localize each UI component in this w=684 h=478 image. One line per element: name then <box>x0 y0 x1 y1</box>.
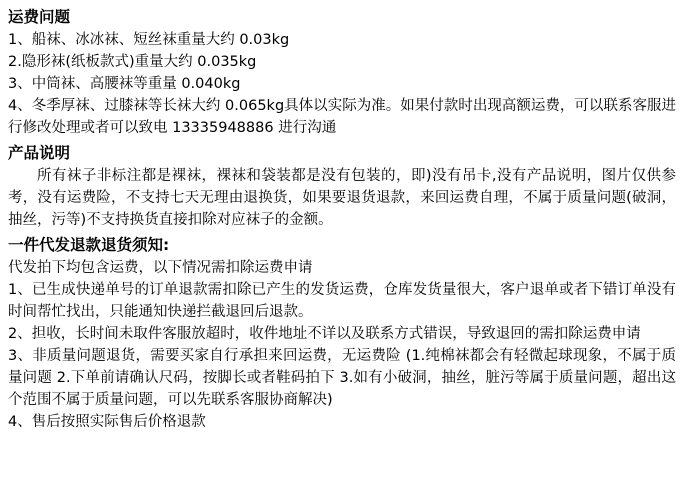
section-dropship-refund <box>8 234 676 433</box>
section-heading-product: 产品说明 <box>8 144 71 163</box>
section-heading-shipping: 运费问题 <box>8 8 71 26</box>
dropship-intro: 代发拍下均包含运费，以下情况需扣除运费申请 <box>8 260 313 277</box>
section-product-description <box>8 142 676 231</box>
dropship-item-4: 4、售后按照实际售后价格退款 <box>8 414 206 431</box>
shipping-item-2: 2.隐形袜(纸板款式)重量大约 0.035kg <box>8 54 257 71</box>
dropship-item-3: 3、非质量问题退货，需要买家自行承担来回运费，无运费险 (1.纯棉袜都会有轻微起球现象，不属于质量问题 2.下单前请确认尺码，按脚长或者鞋码拍下 3.如有小破洞，抽丝，脏污等属于质量问题，超出这个范围不属于质量问题，可以先联系客服协商解决) <box>8 348 676 409</box>
shipping-item-4: 4、冬季厚袜、过膝袜等长袜大约 0.065kg具体以实际为准。如果付款时出现高额运费，可以联系客服进行修改处理或者可以致电 13335948886 进行沟通 <box>8 98 676 137</box>
section-heading-dropship: 一件代发退款退货须知: <box>8 236 170 255</box>
shipping-item-3: 3、中筒袜、高腰袜等重量 0.040kg <box>8 76 241 93</box>
section-shipping <box>8 6 676 139</box>
dropship-item-2: 2、担收，长时间未取件客服放超时，收件地址不详以及联系方式错误，导致退回的需扣除运费申请 <box>8 326 641 343</box>
shipping-item-1: 1、船袜、冰冰袜、短丝袜重量大约 0.03kg <box>8 32 290 48</box>
product-description-text: 所有袜子非标注都是裸袜，裸袜和袋装都是没有包装的，即)没有吊卡,没有产品说明，图片仅供参考，没有运费险，不支持七天无理由退换货，如果要退货退款，来回运费自理，不属于质量问题(破洞，抽丝，污等)不支持换货直接扣除对应袜子的金额。 <box>8 168 676 229</box>
dropship-item-1: 1、已生成快递单号的订单退款需扣除已产生的发货运费，仓库发货量很大，客户退单或者下错订单没有时间帮忙找出，只能通知快递拦截退回后退款。 <box>8 282 676 321</box>
